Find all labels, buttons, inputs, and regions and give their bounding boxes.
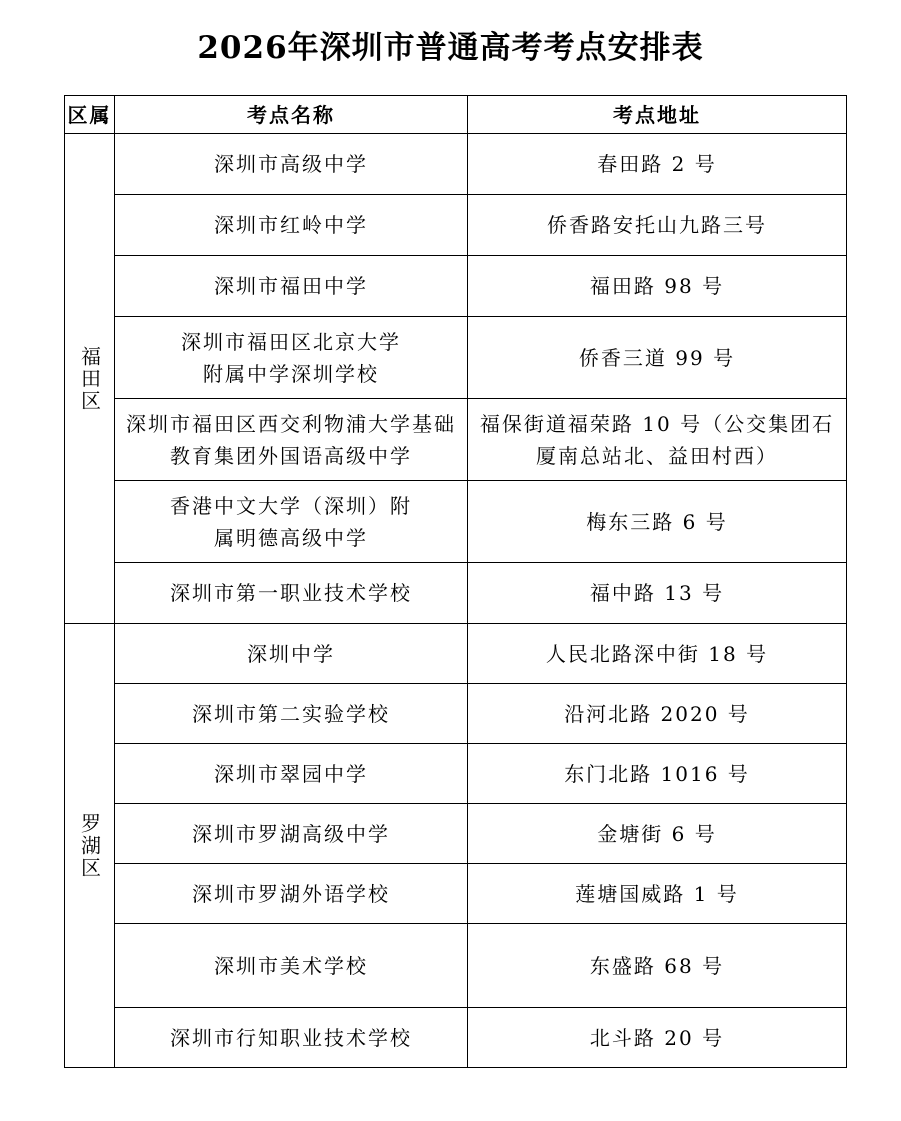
table-row (65, 481, 847, 563)
district-cell-luohu: 罗湖区 (65, 624, 115, 1068)
table-row (65, 317, 847, 399)
table-row (65, 624, 847, 684)
site-address: 福保街道福荣路 10 号（公交集团石厦南总站北、益田村西） (468, 399, 847, 481)
site-name: 深圳市红岭中学 (115, 195, 468, 256)
table-row (65, 399, 847, 481)
table-row (65, 256, 847, 317)
site-address: 侨香三道 99 号 (468, 317, 847, 399)
table-row (65, 744, 847, 804)
site-name: 深圳市罗湖外语学校 (115, 864, 468, 924)
table-row (65, 1008, 847, 1068)
table-header-row (65, 96, 847, 134)
district-cell-futian: 福田区 (65, 134, 115, 624)
site-name: 深圳中学 (115, 624, 468, 684)
site-name: 深圳市行知职业技术学校 (115, 1008, 468, 1068)
table-row (65, 924, 847, 1008)
header-site-address: 考点地址 (468, 96, 847, 134)
table-row (65, 563, 847, 624)
site-address: 莲塘国威路 1 号 (468, 864, 847, 924)
site-name: 深圳市第一职业技术学校 (115, 563, 468, 624)
table-row (65, 804, 847, 864)
site-address: 梅东三路 6 号 (468, 481, 847, 563)
site-name: 香港中文大学（深圳）附属明德高级中学 (115, 481, 468, 563)
table-row (65, 864, 847, 924)
site-address: 福中路 13 号 (468, 563, 847, 624)
site-address: 沿河北路 2020 号 (468, 684, 847, 744)
page-title: 2026年深圳市普通高考考点安排表 (197, 30, 704, 66)
site-address: 金塘街 6 号 (468, 804, 847, 864)
site-name: 深圳市第二实验学校 (115, 684, 468, 744)
site-address: 人民北路深中街 18 号 (468, 624, 847, 684)
table-row (65, 684, 847, 744)
site-address: 东盛路 68 号 (468, 924, 847, 1008)
site-address: 北斗路 20 号 (468, 1008, 847, 1068)
site-name: 深圳市罗湖高级中学 (115, 804, 468, 864)
site-name: 深圳市高级中学 (115, 134, 468, 195)
site-name: 深圳市翠园中学 (115, 744, 468, 804)
site-address: 东门北路 1016 号 (468, 744, 847, 804)
site-name: 深圳市福田区西交利物浦大学基础教育集团外国语高级中学 (115, 399, 468, 481)
header-district: 区属 (65, 96, 115, 134)
site-name: 深圳市福田区北京大学附属中学深圳学校 (115, 317, 468, 399)
site-address: 侨香路安托山九路三号 (468, 195, 847, 256)
table-row (65, 134, 847, 195)
site-name: 深圳市福田中学 (115, 256, 468, 317)
table-row (65, 195, 847, 256)
header-site-name: 考点名称 (115, 96, 468, 134)
site-address: 福田路 98 号 (468, 256, 847, 317)
site-name: 深圳市美术学校 (115, 924, 468, 1008)
site-address: 春田路 2 号 (468, 134, 847, 195)
exam-site-table (64, 95, 847, 1068)
